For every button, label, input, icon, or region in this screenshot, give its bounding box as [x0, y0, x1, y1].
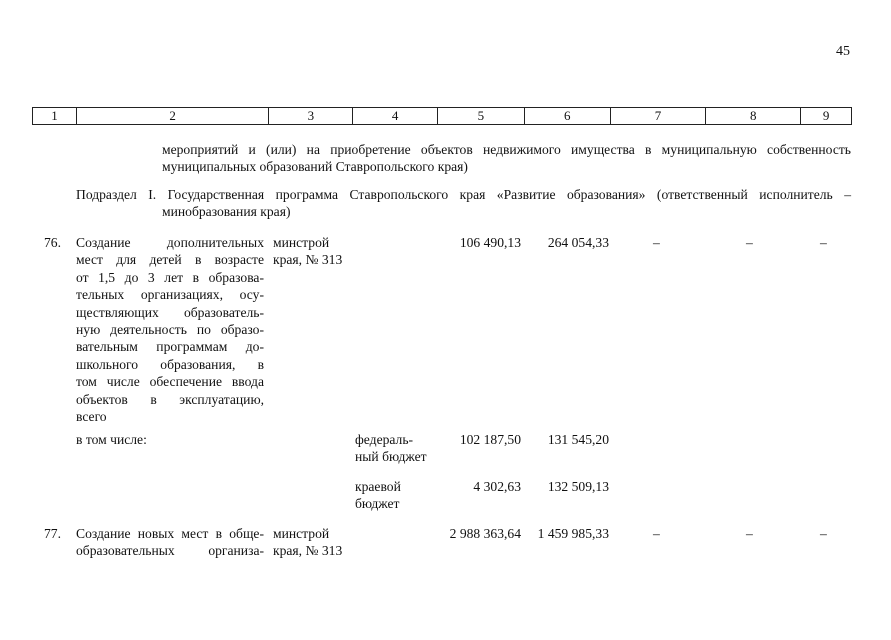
row-76-col5: 106 490,13	[459, 235, 521, 250]
header-col-6: 6	[525, 108, 611, 124]
header-col-2: 2	[77, 108, 270, 124]
name-line: Создание дополнительных	[76, 235, 264, 250]
source-line: федераль-	[355, 432, 414, 447]
header-col-5: 5	[438, 108, 525, 124]
name-line: мест для детей в возрасте	[76, 252, 264, 268]
executor-line: минстрой	[273, 235, 330, 250]
row-76-sub2-source	[355, 478, 401, 513]
name-line: всего	[76, 409, 107, 425]
row-76-col6: 264 054,33	[547, 235, 609, 250]
source-line: краевой	[355, 479, 401, 494]
row-76-col7: –	[653, 235, 660, 250]
row-76-col9: –	[820, 235, 827, 250]
row-77-col8: –	[746, 526, 753, 541]
row-76-sub1-col5: 102 187,50	[459, 432, 521, 447]
row-77-col6: 1 459 985,33	[537, 526, 609, 541]
row-76-sub2-col6: 132 509,13	[547, 479, 609, 494]
executor-line: края, № 313	[273, 252, 343, 268]
row-76-executor	[273, 234, 342, 269]
header-col-8: 8	[706, 108, 801, 124]
row-77-col5: 2 988 363,64	[449, 526, 521, 541]
name-line: школьного образования, в	[76, 356, 264, 372]
row-76-sub2-col5: 4 302,63	[473, 479, 521, 494]
name-line: образовательных организа-	[76, 543, 264, 559]
row-76-number: 76.	[44, 235, 61, 250]
continuation-text	[162, 141, 851, 176]
name-line: том числе обеспечение ввода	[76, 374, 264, 390]
continuation-line: муниципальных образований Ставропольского края)	[162, 159, 468, 175]
subsection-line: минобразования края)	[162, 204, 291, 220]
row-77-col7: –	[653, 526, 660, 541]
name-line: тельных организациях, осу-	[76, 287, 264, 303]
row-77-number: 77.	[44, 526, 61, 541]
subsection-line: Подраздел I. Государственная программа Ставропольского края «Развитие образования» (ответственный исполнитель –	[76, 187, 851, 202]
table-header-row	[32, 107, 852, 125]
row-76-sub1-col6: 131 545,20	[547, 432, 609, 447]
row-76-including-label: в том числе:	[76, 432, 147, 447]
row-76-name	[76, 234, 264, 425]
name-line: Создание новых мест в обще-	[76, 526, 264, 541]
name-line: ную деятельность по образо-	[76, 322, 264, 338]
header-col-7: 7	[611, 108, 707, 124]
name-line: объектов в эксплуатацию,	[76, 391, 264, 407]
name-line: вательным программам до-	[76, 339, 264, 355]
row-76-col8: –	[746, 235, 753, 250]
header-col-9: 9	[822, 108, 830, 123]
subsection-heading	[76, 186, 851, 221]
page-number: 45	[836, 44, 850, 59]
row-77-col9: –	[820, 526, 827, 541]
row-77-name	[76, 525, 264, 560]
continuation-line: мероприятий и (или) на приобретение объектов недвижимого имущества в муниципальную собственность	[162, 142, 851, 157]
source-line: ный бюджет	[355, 449, 427, 465]
executor-line: минстрой	[273, 526, 330, 541]
header-col-1: 1	[33, 108, 77, 124]
source-line: бюджет	[355, 496, 400, 512]
header-col-3: 3	[269, 108, 353, 124]
executor-line: края, № 313	[273, 543, 343, 559]
row-76-sub1-source	[355, 431, 427, 466]
row-77-executor	[273, 525, 342, 560]
name-line: от 1,5 до 3 лет в образова-	[76, 269, 264, 285]
name-line: ществляющих образователь-	[76, 304, 264, 320]
header-col-4: 4	[353, 108, 438, 124]
